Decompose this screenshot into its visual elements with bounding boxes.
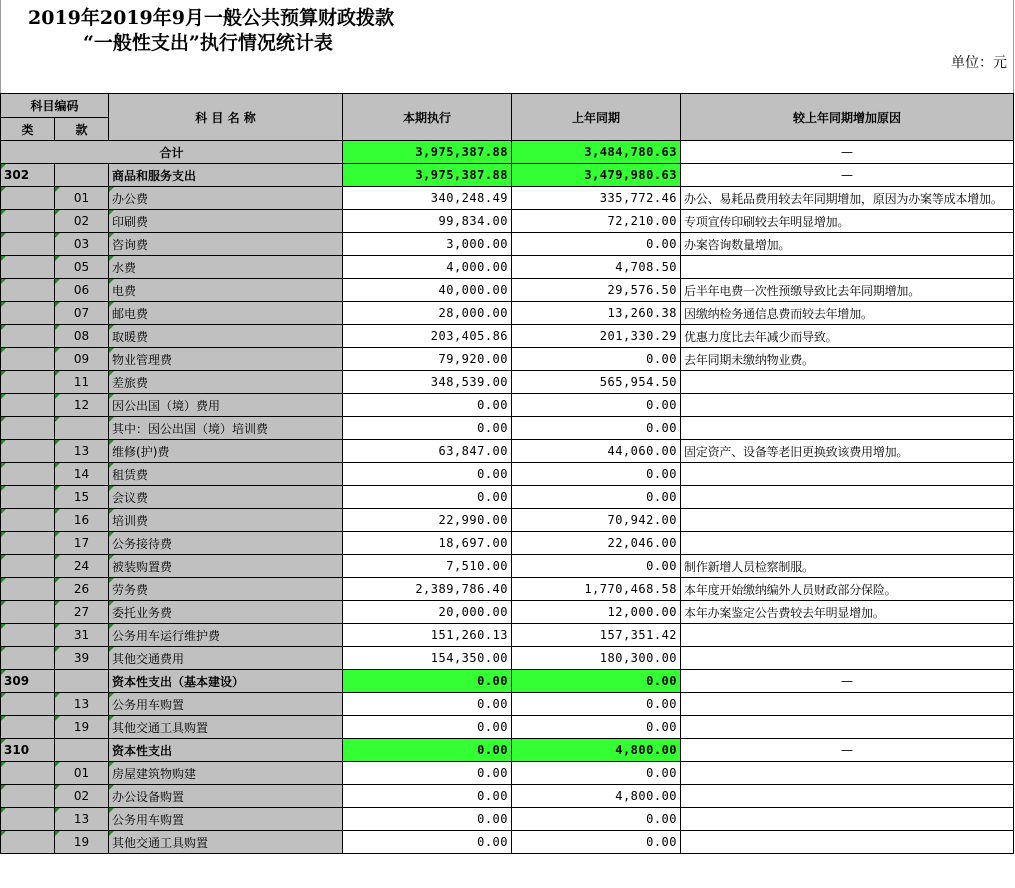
category-code-cell[interactable] (1, 486, 55, 509)
current-amount-cell[interactable]: 0.00 (343, 486, 512, 509)
category-code-cell[interactable]: 310 (1, 739, 55, 762)
reason-cell[interactable]: 办公、易耗品费用较去年同期增加，原因为办案等成本增加。 (681, 187, 1014, 210)
subcategory-code-cell[interactable] (55, 739, 109, 762)
category-code-cell[interactable] (1, 601, 55, 624)
current-amount-cell[interactable]: 3,000.00 (343, 233, 512, 256)
last-year-amount-cell[interactable]: 565,954.50 (512, 371, 681, 394)
reason-cell[interactable]: 后半年电费一次性预缴导致比去年同期增加。 (681, 279, 1014, 302)
subcategory-code-cell[interactable]: 01 (55, 762, 109, 785)
reason-cell[interactable] (681, 647, 1014, 670)
table-row (1, 371, 1014, 394)
current-amount-cell[interactable]: 203,405.86 (343, 325, 512, 348)
table-row (1, 624, 1014, 647)
last-year-amount-cell[interactable]: 0.00 (512, 555, 681, 578)
reason-cell[interactable] (681, 463, 1014, 486)
subcategory-code-cell[interactable]: 01 (55, 187, 109, 210)
subcategory-code-cell[interactable]: 19 (55, 716, 109, 739)
subcategory-code-cell[interactable]: 07 (55, 302, 109, 325)
subcategory-code-cell[interactable]: 03 (55, 233, 109, 256)
category-code-cell[interactable] (1, 417, 55, 440)
table-row (1, 532, 1014, 555)
subject-name-cell[interactable]: 资本性支出 (109, 739, 343, 762)
table-row (1, 302, 1014, 325)
last-year-amount-cell[interactable]: 180,300.00 (512, 647, 681, 670)
subcategory-code-cell[interactable]: 39 (55, 647, 109, 670)
reason-cell[interactable]: 制作新增人员检察制服。 (681, 555, 1014, 578)
subcategory-code-cell[interactable]: 15 (55, 486, 109, 509)
table-row (1, 417, 1014, 440)
subject-name-cell[interactable]: 其他交通费用 (109, 647, 343, 670)
category-code-cell[interactable] (1, 394, 55, 417)
subcategory-code-cell[interactable]: 11 (55, 371, 109, 394)
category-code-cell[interactable] (1, 187, 55, 210)
last-year-amount-cell[interactable]: 1,770,468.58 (512, 578, 681, 601)
table-row (1, 647, 1014, 670)
category-code-cell[interactable] (1, 233, 55, 256)
table-row (1, 325, 1014, 348)
current-amount-cell[interactable]: 0.00 (343, 463, 512, 486)
current-amount-cell[interactable]: 63,847.00 (343, 440, 512, 463)
subject-name-cell[interactable]: 办公费 (109, 187, 343, 210)
subject-name-cell[interactable]: 水费 (109, 256, 343, 279)
current-amount-cell[interactable]: 40,000.00 (343, 279, 512, 302)
last-year-amount-cell[interactable]: 0.00 (512, 394, 681, 417)
table-row (1, 164, 1014, 187)
current-amount-cell[interactable]: 154,350.00 (343, 647, 512, 670)
reason-cell[interactable]: — (681, 739, 1014, 762)
last-year-amount-cell[interactable]: 0.00 (512, 463, 681, 486)
reason-cell[interactable] (681, 716, 1014, 739)
table-row (1, 348, 1014, 371)
subject-name-cell[interactable]: 委托业务费 (109, 601, 343, 624)
subject-name-cell[interactable]: 公务用车运行维护费 (109, 624, 343, 647)
category-code-cell[interactable]: 302 (1, 164, 55, 187)
current-amount-cell[interactable]: 2,389,786.40 (343, 578, 512, 601)
current-amount-cell[interactable]: 0.00 (343, 739, 512, 762)
current-amount-cell[interactable]: 348,539.00 (343, 371, 512, 394)
current-amount-cell[interactable]: 0.00 (343, 762, 512, 785)
category-code-cell[interactable] (1, 578, 55, 601)
subject-name-cell[interactable]: 公务接待费 (109, 532, 343, 555)
header-increase-reason[interactable]: 较上年同期增加原因 (681, 94, 1014, 141)
current-amount-cell[interactable]: 0.00 (343, 808, 512, 831)
category-code-cell[interactable] (1, 555, 55, 578)
reason-cell[interactable]: — (681, 141, 1014, 164)
last-year-amount-cell[interactable]: 29,576.50 (512, 279, 681, 302)
table-row (1, 578, 1014, 601)
subcategory-code-cell[interactable]: 13 (55, 808, 109, 831)
current-amount-cell[interactable]: 20,000.00 (343, 601, 512, 624)
reason-cell[interactable] (681, 509, 1014, 532)
subcategory-code-cell[interactable]: 31 (55, 624, 109, 647)
last-year-amount-cell[interactable]: 12,000.00 (512, 601, 681, 624)
table-row (1, 210, 1014, 233)
current-amount-cell[interactable]: 18,697.00 (343, 532, 512, 555)
table-row (1, 486, 1014, 509)
subcategory-code-cell[interactable]: 24 (55, 555, 109, 578)
subcategory-code-cell[interactable] (55, 670, 109, 693)
category-code-cell[interactable] (1, 463, 55, 486)
current-amount-cell[interactable]: 22,990.00 (343, 509, 512, 532)
current-amount-cell[interactable]: 7,510.00 (343, 555, 512, 578)
current-amount-cell[interactable]: 4,000.00 (343, 256, 512, 279)
table-row (1, 463, 1014, 486)
reason-cell[interactable] (681, 762, 1014, 785)
subject-name-cell[interactable]: 因公出国（境）费用 (109, 394, 343, 417)
current-amount-cell[interactable]: 0.00 (343, 670, 512, 693)
current-amount-cell[interactable]: 3,975,387.88 (343, 164, 512, 187)
reason-cell[interactable]: 去年同期未缴纳物业费。 (681, 348, 1014, 371)
subcategory-code-cell[interactable]: 12 (55, 394, 109, 417)
subject-name-cell[interactable]: 培训费 (109, 509, 343, 532)
category-code-cell[interactable] (1, 440, 55, 463)
subject-name-cell[interactable]: 房屋建筑物购建 (109, 762, 343, 785)
report-title-line1: 2019年2019年9月一般公共预算财政拨款 (28, 7, 394, 29)
subcategory-code-cell[interactable]: 14 (55, 463, 109, 486)
expenditure-table (0, 93, 1014, 854)
subject-name-cell[interactable]: 电费 (109, 279, 343, 302)
subcategory-code-cell[interactable] (55, 417, 109, 440)
category-code-cell[interactable] (1, 302, 55, 325)
last-year-amount-cell[interactable]: 0.00 (512, 417, 681, 440)
table-row (1, 601, 1014, 624)
table-row (1, 762, 1014, 785)
subcategory-code-cell[interactable]: 06 (55, 279, 109, 302)
subcategory-code-cell[interactable]: 05 (55, 256, 109, 279)
current-amount-cell[interactable]: 3,975,387.88 (343, 141, 512, 164)
subject-name-cell[interactable]: 差旅费 (109, 371, 343, 394)
table-row (1, 141, 1014, 164)
category-code-cell[interactable] (1, 210, 55, 233)
subject-name-cell[interactable]: 公务用车购置 (109, 808, 343, 831)
category-code-cell[interactable] (1, 348, 55, 371)
current-amount-cell[interactable]: 99,834.00 (343, 210, 512, 233)
category-code-cell[interactable] (1, 693, 55, 716)
subject-name-cell[interactable]: 办公设备购置 (109, 785, 343, 808)
report-title-line2: “一般性支出”执行情况统计表 (83, 32, 333, 54)
last-year-amount-cell[interactable]: 0.00 (512, 808, 681, 831)
subject-name-cell[interactable]: 劳务费 (109, 578, 343, 601)
last-year-amount-cell[interactable]: 0.00 (512, 348, 681, 371)
category-code-cell[interactable] (1, 716, 55, 739)
table-row (1, 831, 1014, 854)
table-row (1, 233, 1014, 256)
last-year-amount-cell[interactable]: 3,484,780.63 (512, 141, 681, 164)
last-year-amount-cell[interactable]: 13,260.38 (512, 302, 681, 325)
category-code-cell[interactable] (1, 532, 55, 555)
category-code-cell[interactable] (1, 509, 55, 532)
last-year-amount-cell[interactable]: 335,772.46 (512, 187, 681, 210)
subcategory-code-cell[interactable]: 17 (55, 532, 109, 555)
last-year-amount-cell[interactable]: 0.00 (512, 762, 681, 785)
category-code-cell[interactable] (1, 808, 55, 831)
subject-name-cell[interactable]: 资本性支出（基本建设） (109, 670, 343, 693)
subject-name-cell[interactable]: 其他交通工具购置 (109, 831, 343, 854)
last-year-amount-cell[interactable]: 4,800.00 (512, 785, 681, 808)
table-row (1, 394, 1014, 417)
table-body (1, 141, 1014, 854)
last-year-amount-cell[interactable]: 0.00 (512, 486, 681, 509)
subject-name-cell[interactable]: 咨询费 (109, 233, 343, 256)
reason-cell[interactable] (681, 808, 1014, 831)
last-year-amount-cell[interactable]: 4,800.00 (512, 739, 681, 762)
current-amount-cell[interactable]: 0.00 (343, 394, 512, 417)
last-year-amount-cell[interactable]: 3,479,980.63 (512, 164, 681, 187)
table-row (1, 670, 1014, 693)
header-last-year-same-period[interactable]: 上年同期 (512, 94, 681, 141)
subcategory-code-cell[interactable]: 19 (55, 831, 109, 854)
total-label-cell[interactable]: 合计 (1, 141, 343, 164)
reason-cell[interactable]: 因缴纳检务通信息费而较去年增加。 (681, 302, 1014, 325)
subject-name-cell[interactable]: 取暖费 (109, 325, 343, 348)
header-category[interactable]: 类 (1, 118, 55, 141)
table-row (1, 279, 1014, 302)
category-code-cell[interactable] (1, 371, 55, 394)
subject-name-cell[interactable]: 印刷费 (109, 210, 343, 233)
last-year-amount-cell[interactable]: 72,210.00 (512, 210, 681, 233)
reason-cell[interactable]: 本年度开始缴纳编外人员财政部分保险。 (681, 578, 1014, 601)
reason-cell[interactable] (681, 417, 1014, 440)
subject-name-cell[interactable]: 其他交通工具购置 (109, 716, 343, 739)
table-row (1, 785, 1014, 808)
current-amount-cell[interactable]: 0.00 (343, 693, 512, 716)
subject-name-cell[interactable]: 会议费 (109, 486, 343, 509)
header-current-period[interactable]: 本期执行 (343, 94, 512, 141)
current-amount-cell[interactable]: 0.00 (343, 417, 512, 440)
subcategory-code-cell[interactable]: 02 (55, 785, 109, 808)
last-year-amount-cell[interactable]: 70,942.00 (512, 509, 681, 532)
subcategory-code-cell[interactable]: 02 (55, 210, 109, 233)
subcategory-code-cell[interactable] (55, 164, 109, 187)
table-row (1, 739, 1014, 762)
last-year-amount-cell[interactable]: 0.00 (512, 233, 681, 256)
current-amount-cell[interactable]: 0.00 (343, 831, 512, 854)
table-row (1, 256, 1014, 279)
header-subcategory[interactable]: 款 (55, 118, 109, 141)
category-code-cell[interactable] (1, 624, 55, 647)
table-row (1, 187, 1014, 210)
last-year-amount-cell[interactable]: 0.00 (512, 670, 681, 693)
subcategory-code-cell[interactable]: 26 (55, 578, 109, 601)
subject-name-cell[interactable]: 物业管理费 (109, 348, 343, 371)
reason-cell[interactable] (681, 371, 1014, 394)
subject-name-cell[interactable]: 其中：因公出国（境）培训费 (109, 417, 343, 440)
current-amount-cell[interactable]: 340,248.49 (343, 187, 512, 210)
subcategory-code-cell[interactable]: 27 (55, 601, 109, 624)
category-code-cell[interactable] (1, 256, 55, 279)
current-amount-cell[interactable]: 28,000.00 (343, 302, 512, 325)
reason-cell[interactable] (681, 831, 1014, 854)
category-code-cell[interactable] (1, 831, 55, 854)
current-amount-cell[interactable]: 79,920.00 (343, 348, 512, 371)
subcategory-code-cell[interactable]: 13 (55, 440, 109, 463)
reason-cell[interactable]: 本年办案鉴定公告费较去年明显增加。 (681, 601, 1014, 624)
reason-cell[interactable] (681, 256, 1014, 279)
category-code-cell[interactable] (1, 647, 55, 670)
reason-cell[interactable]: 固定资产、设备等老旧更换致该费用增加。 (681, 440, 1014, 463)
category-code-cell[interactable] (1, 785, 55, 808)
reason-cell[interactable]: — (681, 164, 1014, 187)
category-code-cell[interactable] (1, 279, 55, 302)
report-title-area (0, 0, 1014, 93)
table-row (1, 509, 1014, 532)
subject-name-cell[interactable]: 邮电费 (109, 302, 343, 325)
last-year-amount-cell[interactable]: 201,330.29 (512, 325, 681, 348)
reason-cell[interactable] (681, 532, 1014, 555)
table-row (1, 808, 1014, 831)
reason-cell[interactable] (681, 785, 1014, 808)
category-code-cell[interactable] (1, 762, 55, 785)
last-year-amount-cell[interactable]: 0.00 (512, 716, 681, 739)
subcategory-code-cell[interactable]: 09 (55, 348, 109, 371)
reason-cell[interactable] (681, 693, 1014, 716)
table-row (1, 555, 1014, 578)
last-year-amount-cell[interactable]: 22,046.00 (512, 532, 681, 555)
reason-cell[interactable]: 优惠力度比去年减少而导致。 (681, 325, 1014, 348)
reason-cell[interactable] (681, 486, 1014, 509)
last-year-amount-cell[interactable]: 0.00 (512, 693, 681, 716)
subcategory-code-cell[interactable]: 16 (55, 509, 109, 532)
header-subject-name[interactable]: 科 目 名 称 (109, 94, 343, 141)
category-code-cell[interactable]: 309 (1, 670, 55, 693)
reason-cell[interactable] (681, 394, 1014, 417)
header-subject-code[interactable]: 科目编码 (1, 94, 109, 118)
unit-label: 单位：元 (951, 55, 1007, 71)
subcategory-code-cell[interactable]: 13 (55, 693, 109, 716)
reason-cell[interactable] (681, 624, 1014, 647)
last-year-amount-cell[interactable]: 157,351.42 (512, 624, 681, 647)
reason-cell[interactable]: 办案咨询数量增加。 (681, 233, 1014, 256)
current-amount-cell[interactable]: 0.00 (343, 716, 512, 739)
subject-name-cell[interactable]: 维修(护)费 (109, 440, 343, 463)
subcategory-code-cell[interactable]: 08 (55, 325, 109, 348)
subject-name-cell[interactable]: 商品和服务支出 (109, 164, 343, 187)
reason-cell[interactable]: — (681, 670, 1014, 693)
subject-name-cell[interactable]: 被装购置费 (109, 555, 343, 578)
table-row (1, 440, 1014, 463)
table-row (1, 716, 1014, 739)
category-code-cell[interactable] (1, 325, 55, 348)
table-row (1, 693, 1014, 716)
reason-cell[interactable]: 专项宣传印刷较去年明显增加。 (681, 210, 1014, 233)
subject-name-cell[interactable]: 租赁费 (109, 463, 343, 486)
current-amount-cell[interactable]: 0.00 (343, 785, 512, 808)
last-year-amount-cell[interactable]: 0.00 (512, 831, 681, 854)
last-year-amount-cell[interactable]: 44,060.00 (512, 440, 681, 463)
current-amount-cell[interactable]: 151,260.13 (343, 624, 512, 647)
last-year-amount-cell[interactable]: 4,708.50 (512, 256, 681, 279)
subject-name-cell[interactable]: 公务用车购置 (109, 693, 343, 716)
